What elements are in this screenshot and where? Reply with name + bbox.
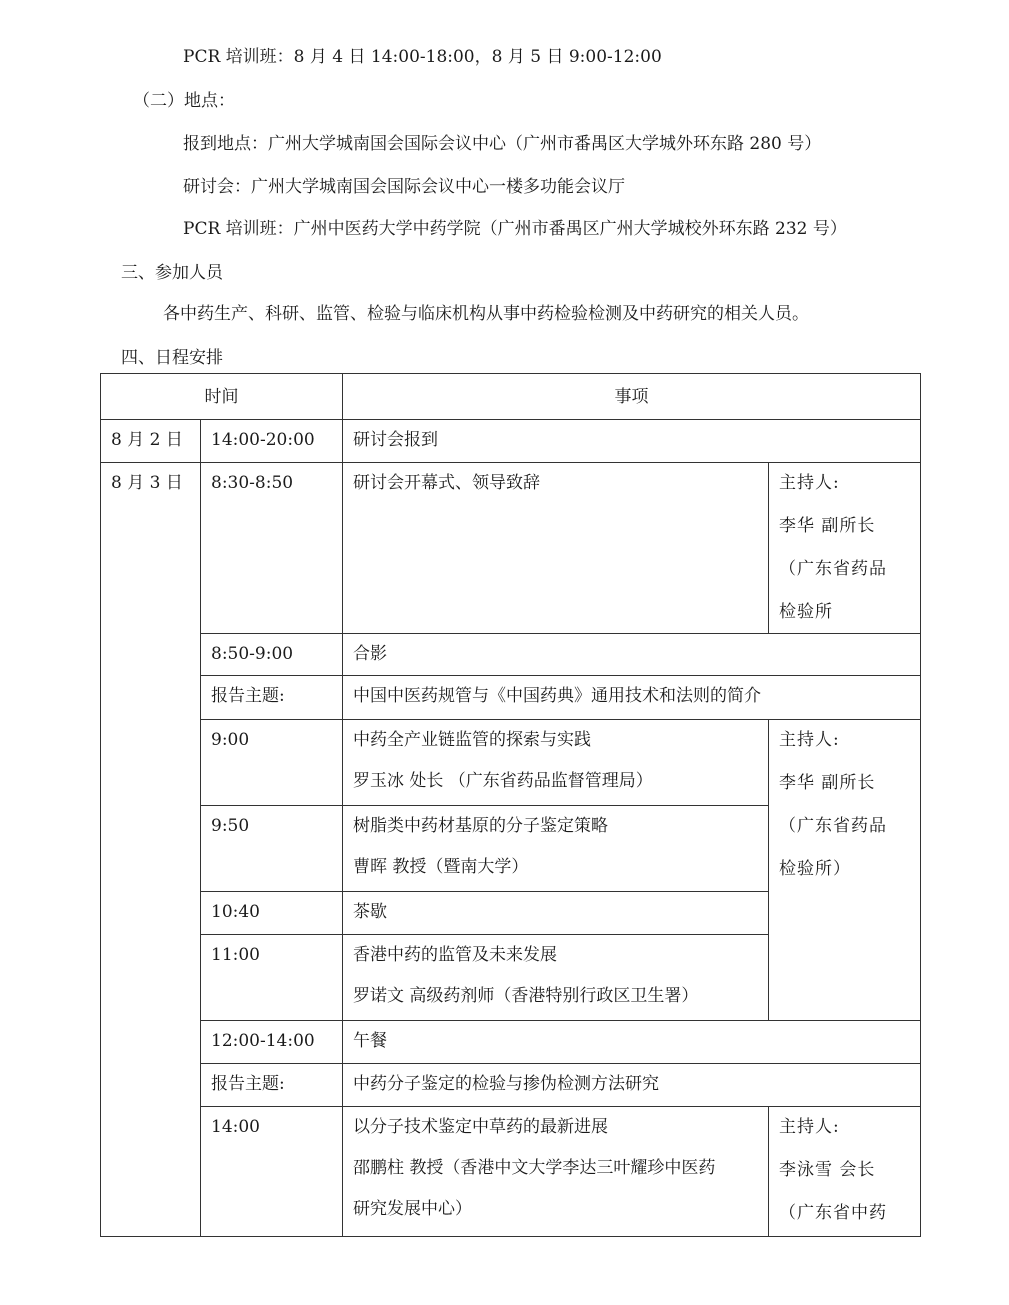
item-cell: 茶歇 — [343, 892, 769, 935]
item-cell — [343, 935, 769, 1021]
date-cell: 8 月 3 日 — [101, 463, 201, 1237]
time-cell: 9:50 — [201, 806, 343, 892]
item-cell: 合影 — [343, 634, 921, 676]
table-row — [101, 463, 921, 634]
table-row — [101, 1021, 921, 1064]
theme-label: 报告主题: — [201, 676, 343, 720]
date-cell: 8 月 2 日 — [101, 420, 201, 463]
section-location-heading: （二）地点： — [133, 91, 235, 111]
host-label: 主持人: — [779, 730, 840, 750]
talk-speaker: 罗诺文 高级药剂师（香港特别行政区卫生署） — [353, 986, 699, 1006]
host-org-cont: 检验所 — [779, 602, 833, 622]
talk-speaker: 邵鹏柱 教授（香港中文大学李达三叶耀珍中医药 — [353, 1158, 716, 1178]
host-org: （广东省药品 — [779, 559, 887, 579]
pcr-location-line: PCR 培训班：广州中医药大学中药学院（广州市番禺区广州大学城校外环东路 232 号） — [183, 219, 847, 239]
table-row — [101, 1107, 921, 1237]
header-item: 事项 — [343, 374, 921, 420]
talk-speaker-cont: 研究发展中心） — [353, 1199, 472, 1219]
host-name: 李华 副所长 — [779, 773, 876, 793]
seminar-location-line: 研讨会：广州大学城南国会国际会议中心一楼多功能会议厅 — [183, 177, 625, 197]
section-participants-heading: 三、参加人员 — [121, 263, 223, 283]
time-cell: 14:00 — [201, 1107, 343, 1237]
theme-text: 中国中医药规管与《中国药典》通用技术和法则的简介 — [343, 676, 921, 720]
host-cell — [769, 463, 921, 634]
host-label: 主持人: — [779, 1117, 840, 1137]
host-org: （广东省药品 — [779, 816, 887, 836]
time-cell: 11:00 — [201, 935, 343, 1021]
talk-title: 香港中药的监管及未来发展 — [353, 945, 557, 965]
time-cell: 9:00 — [201, 720, 343, 806]
host-cell — [769, 720, 921, 1021]
time-cell: 8:50-9:00 — [201, 634, 343, 676]
table-row — [101, 720, 921, 806]
talk-title: 树脂类中药材基原的分子鉴定策略 — [353, 816, 608, 836]
table-header-row — [101, 374, 921, 420]
registration-location-line: 报到地点：广州大学城南国会国际会议中心（广州市番禺区大学城外环东路 280 号） — [183, 134, 822, 154]
time-cell: 10:40 — [201, 892, 343, 935]
item-cell: 研讨会开幕式、领导致辞 — [343, 463, 769, 634]
participants-text: 各中药生产、科研、监管、检验与临床机构从事中药检验检测及中药研究的相关人员。 — [163, 304, 809, 324]
item-cell — [343, 1107, 769, 1237]
host-name: 李泳雪 会长 — [779, 1160, 876, 1180]
host-label: 主持人: — [779, 473, 840, 493]
section-schedule-heading: 四、日程安排 — [121, 348, 223, 368]
host-org-cont: 检验所） — [779, 859, 851, 879]
time-cell: 12:00-14:00 — [201, 1021, 343, 1064]
item-cell — [343, 806, 769, 892]
item-cell: 研讨会报到 — [343, 420, 921, 463]
theme-text: 中药分子鉴定的检验与掺伪检测方法研究 — [343, 1064, 921, 1107]
talk-speaker: 罗玉冰 处长 （广东省药品监督管理局） — [353, 771, 653, 791]
header-time: 时间 — [101, 374, 343, 420]
talk-title: 以分子技术鉴定中草药的最新进展 — [353, 1117, 608, 1137]
talk-speaker: 曹晖 教授（暨南大学） — [353, 857, 529, 877]
pcr-time-line: PCR 培训班：8 月 4 日 14:00-18:00，8 月 5 日 9:00-12:00 — [183, 47, 662, 67]
host-cell — [769, 1107, 921, 1237]
theme-label: 报告主题: — [201, 1064, 343, 1107]
time-cell: 14:00-20:00 — [201, 420, 343, 463]
item-cell — [343, 720, 769, 806]
talk-title: 中药全产业链监管的探索与实践 — [353, 730, 591, 750]
theme-row — [101, 1064, 921, 1107]
schedule-table — [100, 373, 921, 1237]
theme-row — [101, 676, 921, 720]
table-row — [101, 634, 921, 676]
item-cell: 午餐 — [343, 1021, 921, 1064]
table-row — [101, 420, 921, 463]
host-name: 李华 副所长 — [779, 516, 876, 536]
host-org: （广东省中药 — [779, 1203, 887, 1223]
time-cell: 8:30-8:50 — [201, 463, 343, 634]
